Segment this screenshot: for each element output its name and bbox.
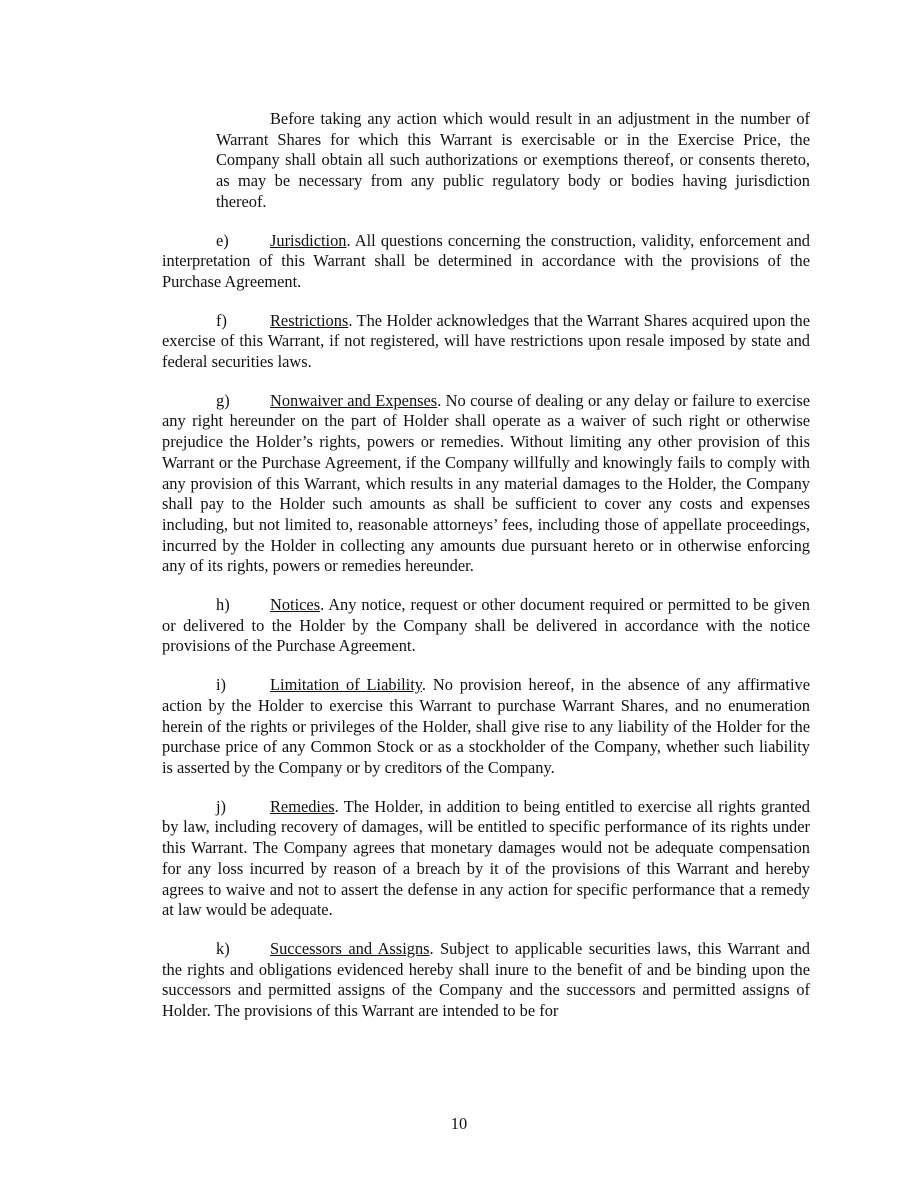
section-title: Limitation of Liability bbox=[270, 675, 422, 695]
section-text: . Subject to applicable securities laws, this Warrant and the rights and obligations evidenced hereby shall inure to the benefit of and be binding upon the successors and permitted assigns of the Company and the successors and permitted assigns of Holder. The provisions of this Warrant are intended to be for bbox=[162, 938, 810, 1021]
section-number: g) bbox=[216, 390, 230, 410]
section-title: Remedies bbox=[270, 796, 335, 816]
section-remedies bbox=[162, 797, 810, 921]
page-number: 10 bbox=[450, 1114, 468, 1133]
document-body bbox=[162, 109, 810, 1040]
section-limitation-of-liability bbox=[162, 675, 810, 779]
section-number: j) bbox=[216, 796, 227, 816]
section-number: h) bbox=[216, 595, 230, 615]
section-title: Successors and Assigns bbox=[270, 938, 430, 958]
section-text: . The Holder acknowledges that the Warrant Shares acquired upon the exercise of this Warrant, if not registered, will have restrictions upon resale imposed by state and federal securities laws. bbox=[162, 310, 810, 372]
section-text: . No course of dealing or any delay or failure to exercise any right hereunder on the part of Holder shall operate as a waiver of such right or otherwise prejudice the Holder’s rights, powers or remedies. Without limiting any other provision of this Warrant or the Purchase Agreement, if the Company willfully and knowingly fails to comply with any provision of this Warrant, which results in any material damages to the Holder, the Company shall pay to the Holder such amounts as shall be sufficient to cover any costs and expenses including, but not limited to, reasonable attorneys’ fees, including those of appellate proceedings, incurred by the Holder in collecting any amounts due pursuant hereto or in otherwise enforcing any of its rights, powers or remedies hereunder. bbox=[162, 390, 810, 576]
section-title: Restrictions bbox=[270, 310, 349, 330]
section-number: k) bbox=[216, 938, 230, 958]
section-text: . No provision hereof, in the absence of any affirmative action by the Holder to exercise this Warrant to purchase Warrant Shares, and no enumeration herein of the rights or privileges of the Holder, shall give rise to any liability of the Holder for the purchase price of any Common Stock or as a stockholder of the Company, whether such liability is asserted by the Company or by creditors of the Company. bbox=[162, 675, 810, 777]
section-title: Jurisdiction bbox=[270, 230, 347, 250]
section-text: . The Holder, in addition to being entitled to exercise all rights granted by law, including recovery of damages, will be entitled to specific performance of its rights under this Warrant. The Company agrees that monetary damages would not be adequate compensation for any loss incurred by reason of a breach by it of the provisions of this Warrant and hereby agrees to waive and not to assert the defense in any action for specific performance that a remedy at law would be adequate. bbox=[162, 796, 810, 920]
section-title: Notices bbox=[270, 595, 321, 615]
section-number: e) bbox=[216, 230, 229, 250]
intro-paragraph: Before taking any action which would result in an adjustment in the number of Warrant Shares for which this Warrant is exercisable or in the Exercise Price, the Company shall obtain all such authorizations or exemptions thereof, or consents thereto, as may be necessary from any public regulatory body or bodies having jurisdiction thereof. bbox=[216, 109, 810, 211]
section-number: i) bbox=[216, 675, 227, 695]
section-jurisdiction bbox=[162, 231, 810, 293]
section-text: . All questions concerning the construction, validity, enforcement and interpretation of this Warrant shall be determined in accordance with the provisions of the Purchase Agreement. bbox=[162, 230, 810, 291]
section-nonwaiver-and-expenses bbox=[162, 391, 810, 577]
section-text: . Any notice, request or other document required or permitted to be given or delivered to the Holder by the Company shall be delivered in accordance with the notice provisions of the Purchase Agreement. bbox=[162, 595, 810, 656]
section-number: f) bbox=[216, 310, 227, 330]
section-successors-and-assigns bbox=[162, 939, 810, 1022]
section-title: Nonwaiver and Expenses bbox=[270, 390, 438, 410]
section-notices bbox=[162, 595, 810, 657]
section-restrictions bbox=[162, 311, 810, 373]
